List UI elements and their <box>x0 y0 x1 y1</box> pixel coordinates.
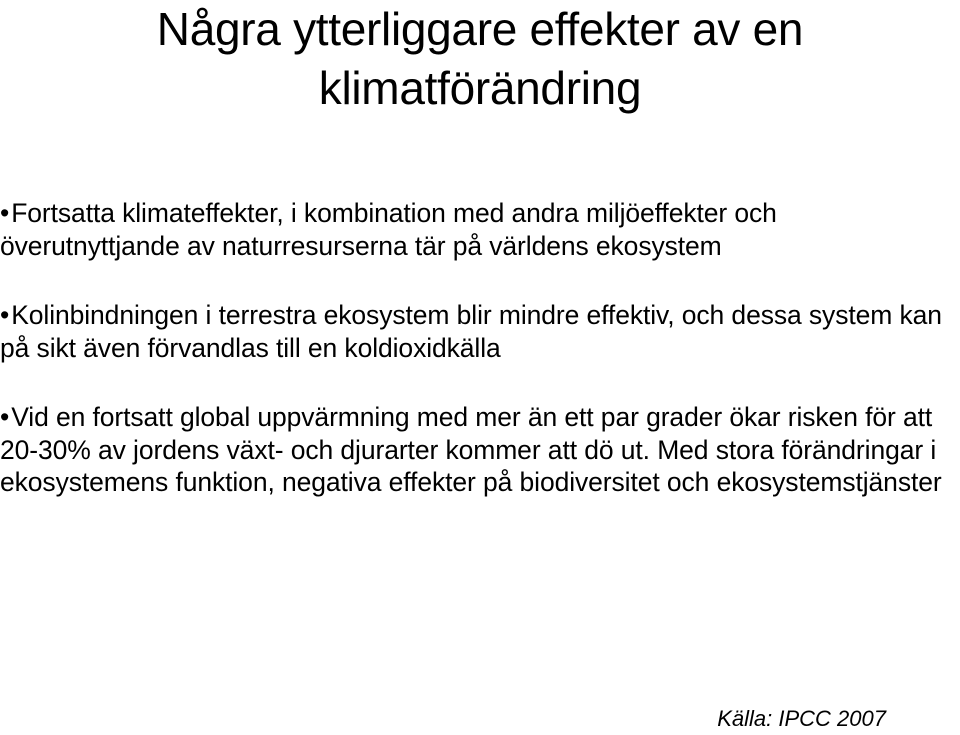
bullet-item <box>0 197 958 262</box>
bullet-dot-icon: • <box>0 300 10 330</box>
bullet-dot-icon: • <box>0 198 10 228</box>
bullet-list <box>0 197 958 499</box>
bullet-item <box>0 401 958 499</box>
bullet-text: Kolinbindningen i terrestra ekosystem blir mindre effektiv, och dessa system kan på sikt även förvandlas till en koldioxidkälla <box>0 300 942 363</box>
source-citation: Källa: IPCC 2007 <box>717 706 886 731</box>
bullet-text: Fortsatta klimateffekter, i kombination med andra miljöeffekter och överutnyttjande av naturresurserna tär på världens ekosystem <box>0 198 777 261</box>
bullet-dot-icon: • <box>0 402 10 432</box>
bullet-text: Vid en fortsatt global uppvärmning med mer än ett par grader ökar risken för att 20-30% av jordens växt- och djurarter kommer att dö ut. Med stora förändringar i ekosystemens funktion, negativa effekter på biodiversitet och ekosystemstjänster <box>0 402 942 497</box>
slide-title: Några ytterliggare effekter av en klimatförändring <box>156 3 804 114</box>
bullet-item <box>0 299 958 364</box>
